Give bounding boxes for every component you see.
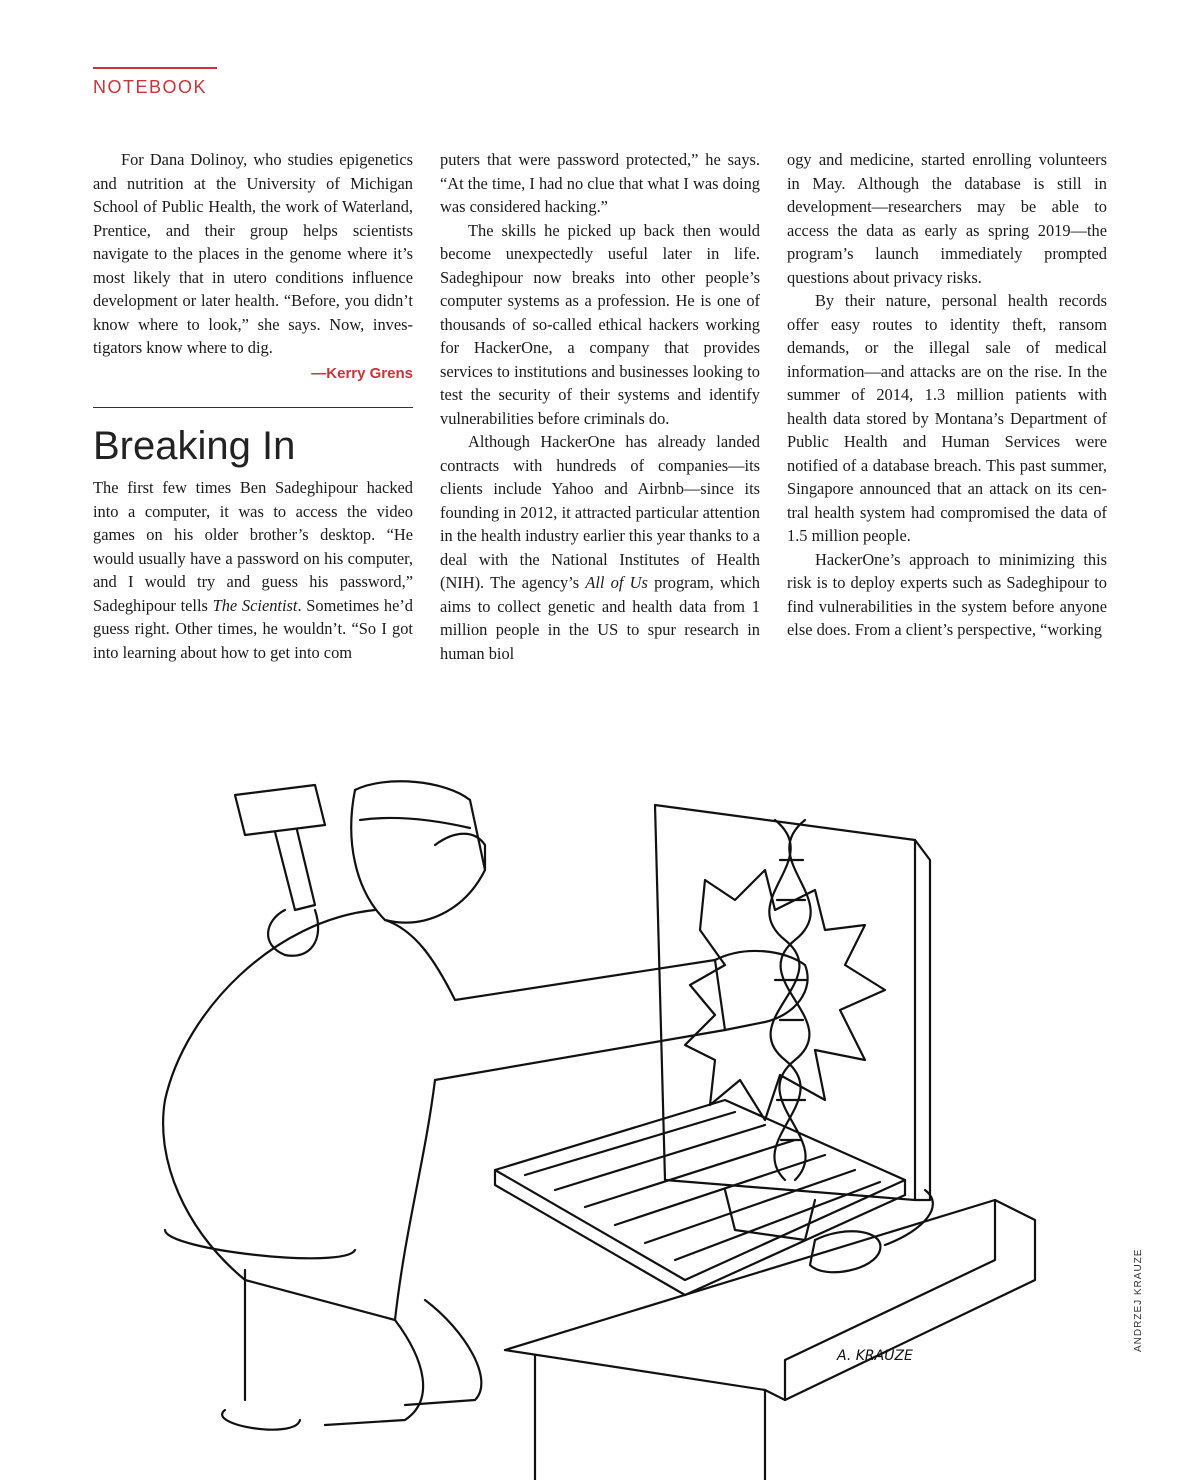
article2-paragraph-1: The first few times Ben Sadeghipour hacked into a computer, it was to access the video games on his older brother’s desktop. “He would usually have a password on his computer, and I would try and guess his password,” Sadeghipour tells The Scientist. Sometimes he’d guess right. Other times, he wouldn’t. “So I got into learning about how to get into com — [93, 478, 414, 662]
section-label: NOTEBOOK — [93, 77, 208, 97]
article2-paragraph-1-cont: puters that were password protected,” he says. “At the time, I had no clue that what I was doing was considered hacking.” — [440, 150, 760, 216]
article2-paragraph-5: HackerOne’s approach to minimizing this risk is to deploy experts such as Sadeghipour to find vulnerabilities in the system before anyone else does. From a client’s perspective, “working — [787, 549, 1107, 639]
article1-paragraph: For Dana Dolinoy, who studies epigenetics and nutrition at the University of Michigan School of Public Health, the work of Waterland, Prentice, and their group helps scientists navigate to the places in the genome where it’s most likely that in utero conditions influence development or later health. “Before, you didn’t know where to look,” she says. Now, investigators know where to dig. — [93, 150, 413, 357]
artist-signature: A. KRAUZE — [837, 1348, 913, 1364]
article2-paragraph-4: By their nature, personal health records offer easy routes to identity theft, ransom demands, or the illegal sale of medical information—and attacks are on the rise. In the summer of 2014, 1.3 million patients with health data stored by Montana’s Department of Public Health and Human Services were notified of a database breach. This past summer, Singapore announced that an attack on its central health system had compromised the data of 1.5 million people. — [787, 291, 1107, 545]
illustration-credit: ANDRZEJ KRAUZE — [1133, 1248, 1144, 1352]
byline: —Kerry Grens — [311, 364, 413, 382]
column-2 — [440, 148, 760, 665]
article2-paragraph-3: Although HackerOne has already landed contracts with hundreds of companies—its clients include Yahoo and Airbnb—since its founding in 2012, it attracted particular attention in the health industry earlier this year thanks to a deal with the National Institutes of Health (NIH). The agency’s All of Us program, which aims to collect genetic and health data from 1 million people in the US to spur research in human biol — [440, 432, 760, 663]
article2-paragraph-3-cont: ogy and medicine, started enrolling volunteers in May. Although the database is still in development—researchers may be able to access the data as early as spring 2019—the program’s launch immediately prompted questions about privacy risks. — [787, 150, 1107, 287]
hacker-illustration — [125, 760, 1065, 1480]
section-rule — [93, 67, 217, 69]
column-3 — [787, 148, 1107, 642]
headline: Breaking In — [93, 424, 296, 468]
article-divider — [93, 407, 413, 408]
article2-paragraph-2: The skills he picked up back then would become unexpectedly useful later in life. Sadeghipour now breaks into other people’s computer systems as a profession. He is one of thousands of so-called ethical hackers working for HackerOne, a company that provides services to institutions and businesses looking to test the security of their systems and identify vulnerabilities before criminals do. — [440, 220, 760, 428]
column-1 — [93, 148, 413, 664]
